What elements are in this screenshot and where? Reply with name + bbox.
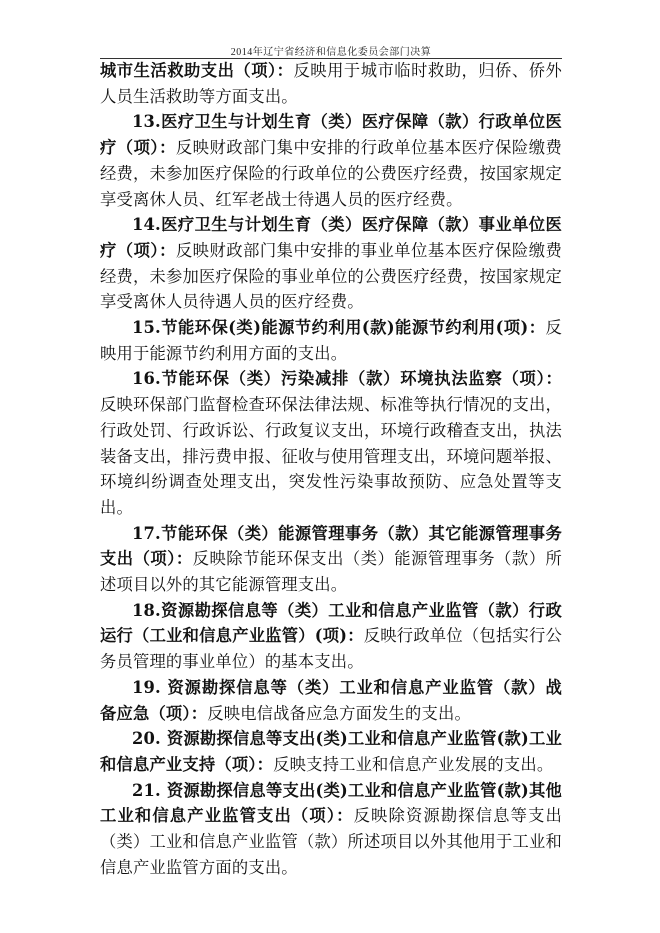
paragraph-text: 反映电信战备应急方面发生的支出。 — [207, 703, 471, 723]
page-header: 2014年辽宁省经济和信息化委员会部门决算 — [230, 47, 432, 58]
paragraph-text: 反映支持工业和信息产业发展的支出。 — [273, 754, 554, 774]
paragraph-20 — [100, 726, 562, 777]
paragraph-heading: 13.医疗卫生与计划生育（类）医疗保障（款）行政单位医疗（项）： — [100, 112, 562, 158]
paragraph-text: 反映行政单位（包括实行公务员管理的事业单位）的基本支出。 — [100, 626, 562, 672]
document-body — [100, 58, 562, 881]
paragraph-19 — [100, 675, 562, 726]
paragraph-18 — [100, 598, 562, 675]
paragraph-16 — [100, 366, 562, 520]
paragraph-text: 反映除资源勘探信息等支出（类）工业和信息产业监管（款）所述项目以外其他用于工业和信息产业监管方面的支出。 — [100, 806, 563, 877]
paragraph-text: 反映用于城市临时救助，归侨、侨外人员生活救助等方面支出。 — [100, 61, 562, 106]
paragraph-heading: 18.资源勘探信息等（类）工业和信息产业监管（款）行政运行（工业和信息产业监管）(项)： — [100, 600, 562, 646]
paragraph-urban-relief — [100, 58, 562, 109]
paragraph-heading: 16.节能环保（类）污染减排（款）环境执法监察（项）： — [132, 369, 562, 389]
paragraph-heading: 城市生活救助支出（项）： — [100, 61, 294, 80]
paragraph-heading: 17.节能环保（类）能源管理事务（款）其它能源管理事务支出（项）： — [100, 523, 562, 569]
paragraph-15 — [100, 315, 562, 366]
paragraph-text: 反映财政部门集中安排的行政单位基本医疗保险缴费经费，未参加医疗保险的行政单位的公费医疗经费，按国家规定享受离休人员、红军老战士待遇人员的医疗经费。 — [100, 138, 562, 209]
paragraph-text: 反映除节能环保支出（类）能源管理事务（款）所述项目以外的其它能源管理支出。 — [100, 549, 562, 595]
paragraph-text: 反映用于能源节约利用方面的支出。 — [100, 318, 562, 363]
paragraph-14 — [100, 212, 562, 315]
paragraph-heading: 20. 资源勘探信息等支出(类)工业和信息产业监管(款)工业和信息产业支持（项）： — [100, 729, 562, 774]
paragraph-21 — [100, 778, 562, 881]
paragraph-text: 反映财政部门集中安排的事业单位基本医疗保险缴费经费，未参加医疗保险的事业单位的公费医疗经费，按国家规定享受离休人员待遇人员的医疗经费。 — [100, 240, 562, 312]
paragraph-heading: 19. 资源勘探信息等（类）工业和信息产业监管（款）战备应急（项）： — [100, 677, 562, 723]
paragraph-heading: 21. 资源勘探信息等支出(类)工业和信息产业监管(款)其他工业和信息产业监管支出（项）： — [100, 780, 562, 826]
paragraph-heading: 14.医疗卫生与计划生育（类）医疗保障（款）事业单位医疗（项）： — [100, 215, 562, 260]
paragraph-text: 反映环保部门监督检查环保法律法规、标准等执行情况的支出，行政处罚、行政诉讼、行政复议支出，环境行政稽查支出，执法装备支出，排污费申报、征收与使用管理支出，环境问题举报、环境纠纷调查处理支出，突发性污染事故预防、应急处置等支出。 — [100, 395, 562, 517]
paragraph-13 — [100, 109, 562, 212]
paragraph-17 — [100, 521, 562, 598]
paragraph-heading: 15.节能环保(类)能源节约利用(款)能源节约利用(项)： — [132, 318, 546, 338]
